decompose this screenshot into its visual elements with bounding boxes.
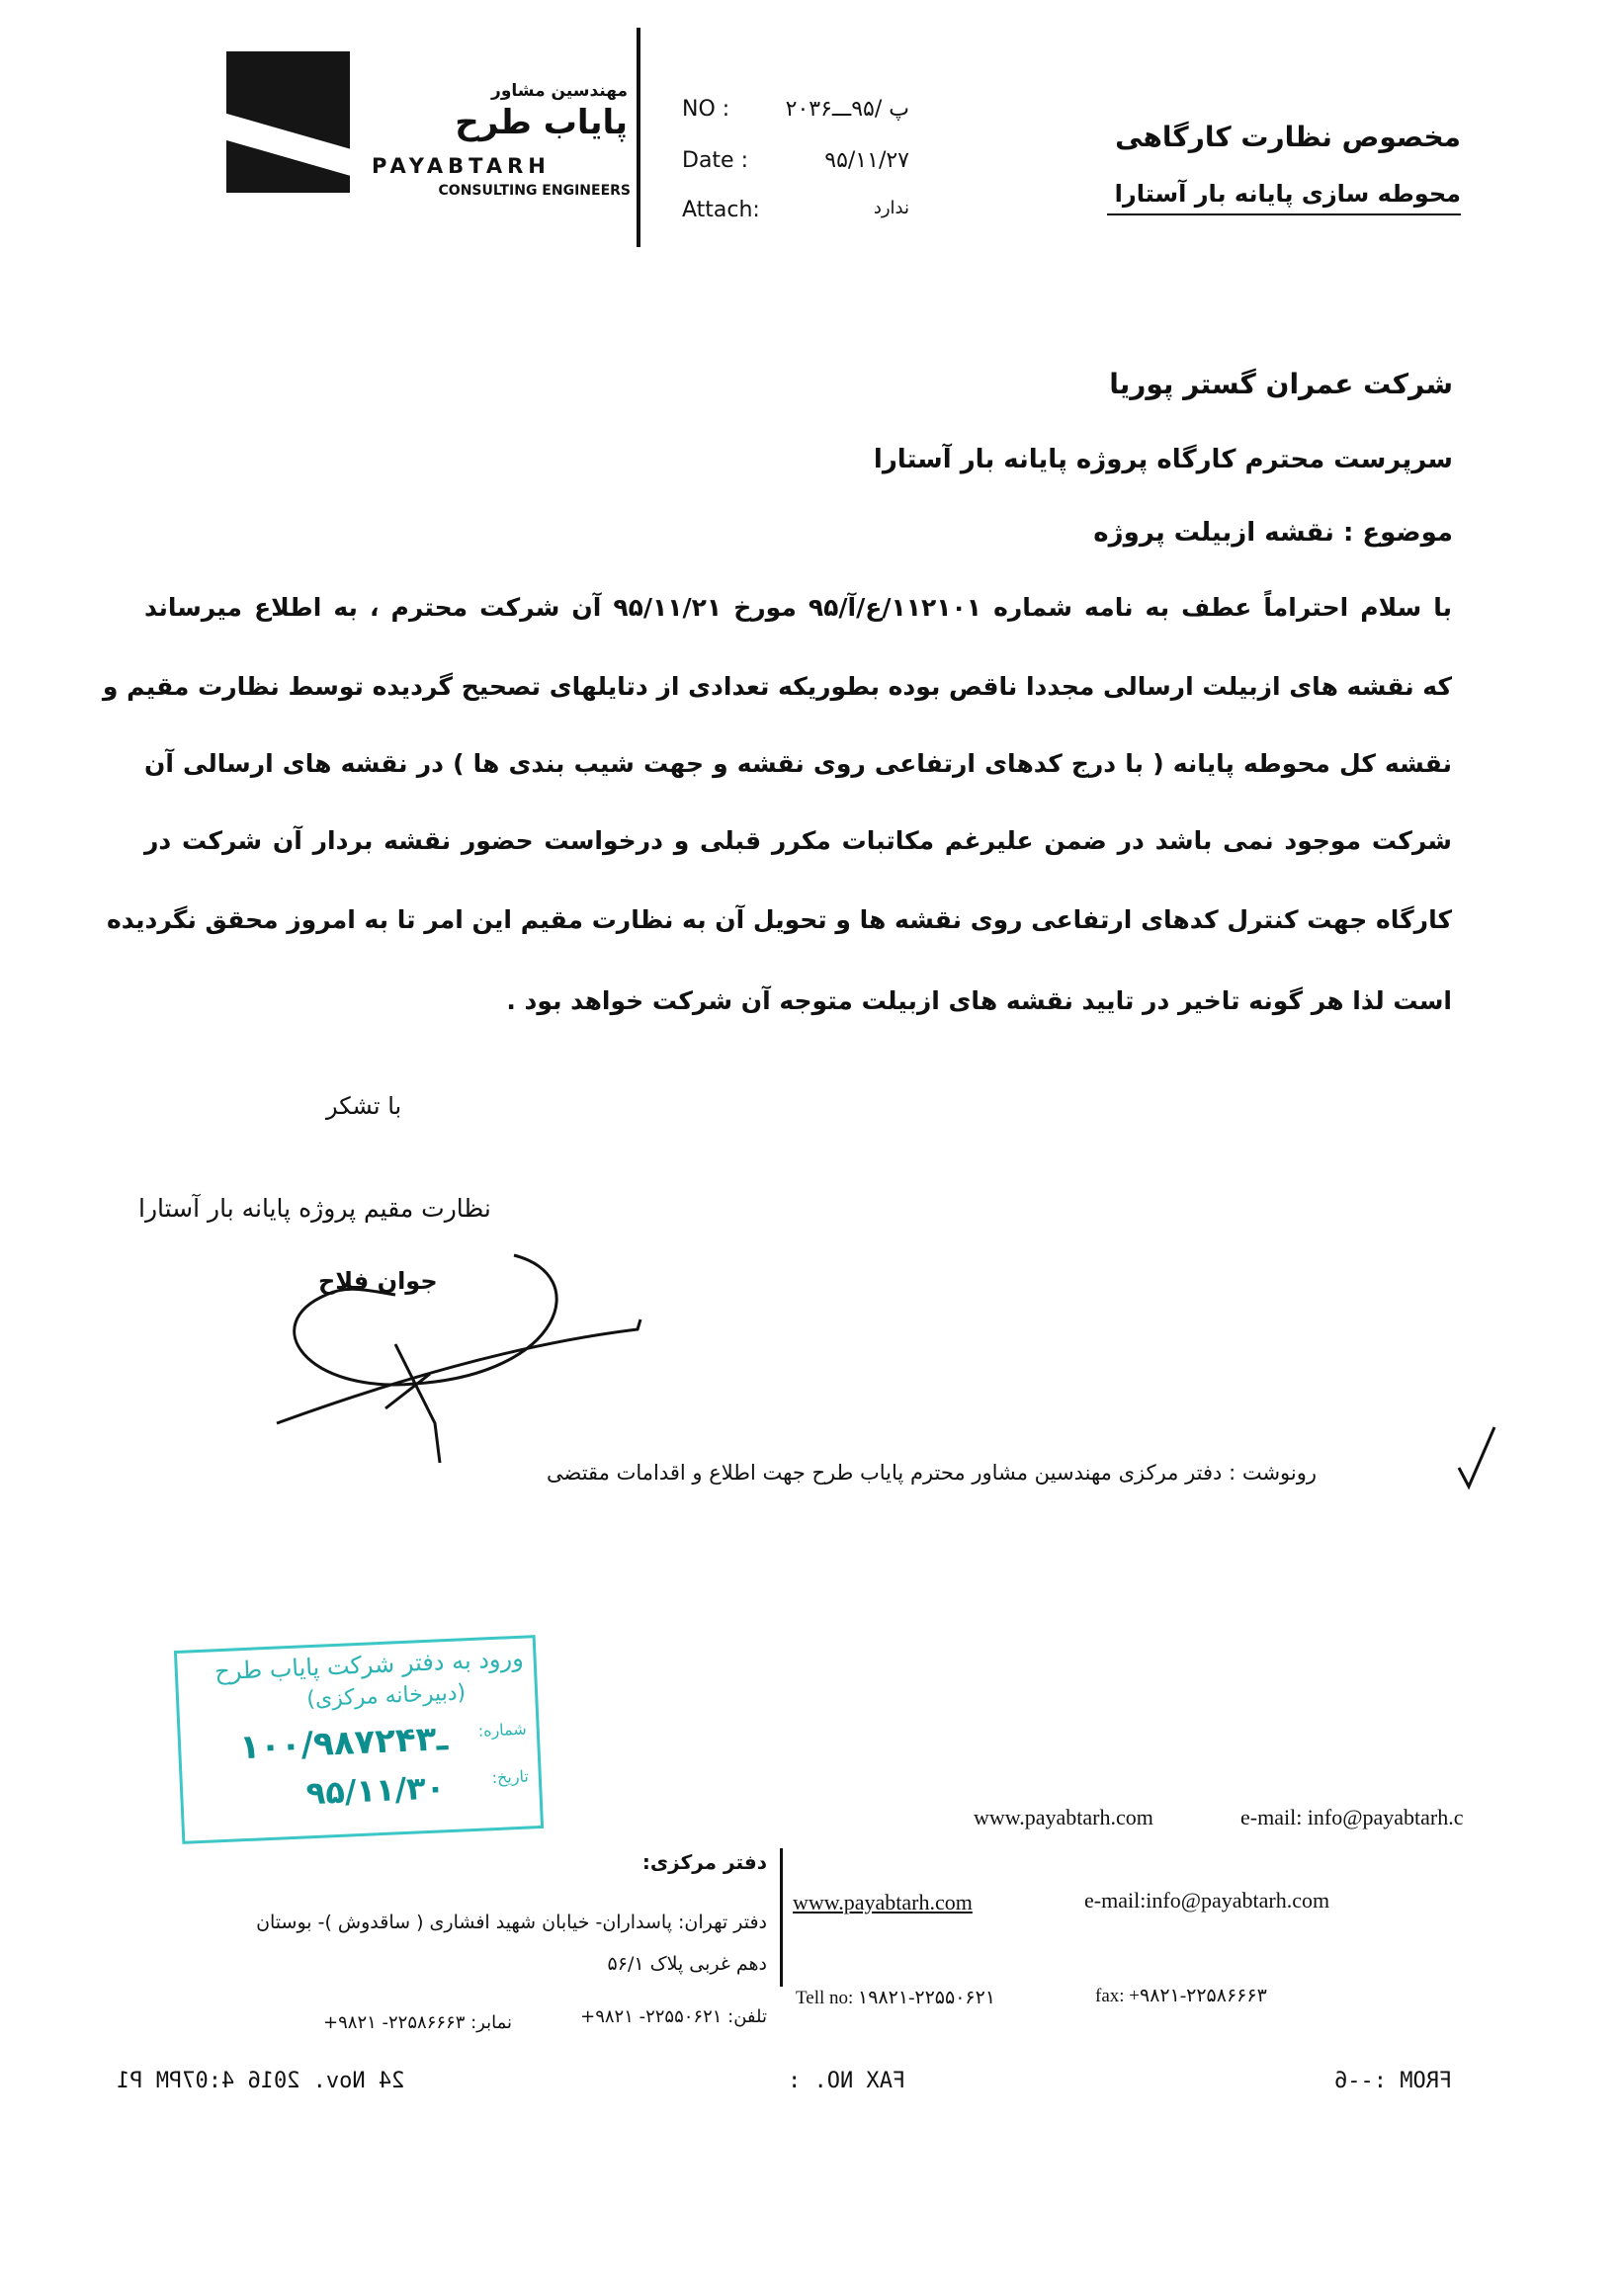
office-address-1: دفتر تهران: پاسداران- خیابان شهید افشاری ( ساقدوش )- بوستان	[256, 1912, 767, 1933]
office-phone: تلفن: ۲۲۵۵۰۶۲۱- ۹۸۲۱+	[580, 2006, 767, 2027]
signature	[267, 1235, 652, 1473]
header-title: مخصوص نظارت کارگاهی	[1115, 121, 1461, 153]
fax-en: fax: +۹۸۲۱-۲۲۵۸۶۶۶۳	[1095, 1986, 1267, 2006]
office-address-2: دهم غربی پلاک ۵۶/۱	[607, 1953, 767, 1975]
attach-label: Attach:	[682, 198, 760, 222]
office-divider	[780, 1848, 783, 1987]
date-label: Date :	[682, 148, 748, 173]
signer-title: نظارت مقیم پروژه پایانه بار آستارا	[138, 1194, 491, 1223]
subject: موضوع : نقشه ازبیلت پروژه	[1093, 518, 1453, 548]
check-mark-icon	[1455, 1423, 1498, 1492]
stamp-date-label: تاریخ:	[491, 1766, 530, 1788]
stamp-subtitle: (دبیرخانه مرکزی)	[305, 1680, 467, 1713]
stamp-number-label: شماره:	[477, 1719, 528, 1741]
company-logo-mark	[226, 51, 350, 193]
fax-from: FROM :--6	[1334, 2069, 1453, 2093]
email-top: e-mail: info@payabtarh.c	[1240, 1805, 1464, 1829]
fax-number: FAX NO. :	[788, 2069, 906, 2093]
cc-line: رونوشت : دفتر مرکزی مهندسین مشاور محترم پایاب طرح جهت اطلاع و اقدامات مقتضی	[547, 1461, 1318, 1485]
stamp-title: ورود به دفتر شرکت پایاب طرح	[213, 1644, 525, 1686]
number-label: NO :	[682, 97, 730, 122]
recipient-person: سرپرست محترم کارگاه پروژه پایانه بار آستارا	[873, 445, 1453, 474]
office-title: دفتر مرکزی:	[641, 1850, 767, 1874]
date-value: ۹۵/۱۱/۲۷	[824, 148, 909, 173]
logo-en-subtitle: CONSULTING ENGINEERS	[438, 183, 631, 199]
letter-number	[682, 97, 909, 122]
closing-thanks: با تشکر	[326, 1092, 402, 1120]
letter-attachment	[682, 198, 909, 222]
body-line: است لذا هر گونه تاخیر در تایید نقشه های ازبیلت متوجه آن شرکت خواهد بود .	[506, 986, 1452, 1015]
attach-value: ندارد	[873, 198, 909, 218]
body-line: کارگاه جهت کنترل کدهای ارتفاعی روی نقشه ها و تحویل آن به نظارت مقیم این امر تا به امروز محقق نگردیده	[106, 905, 1452, 934]
stamp-date: ۹۵/۱۱/۳۰	[304, 1768, 447, 1813]
body-line: که نقشه های ازبیلت ارسالی مجددا ناقص بوده بطوریکه تعدادی از دتایلهای تصحیح گردیده توسط نظارت مقیم و	[102, 672, 1452, 701]
recipient-company: شرکت عمران گستر پوریا	[1109, 368, 1453, 400]
logo-fa-name: پایاب طرح	[455, 103, 628, 142]
website-top: www.payabtarh.com	[974, 1805, 1153, 1829]
logo-fa-subtitle: مهندسین مشاور	[491, 81, 628, 101]
letter-date	[682, 148, 909, 173]
body-line: نقشه کل محوطه پایانه ( با درج کدهای ارتفاعی روی نقشه و جهت شیب بندی ها ) در نقشه های ارسالی آن	[144, 749, 1452, 778]
number-value: پ /۹۵ـــ۲۰۳۶	[785, 97, 909, 122]
logo-en-name: PAYABTARH	[372, 154, 551, 178]
website-link[interactable]: www.payabtarh.com	[793, 1890, 973, 1914]
stamp-number: ۱۰۰/۹۸ـ۷۲۴۳	[238, 1719, 449, 1768]
header-project: محوطه سازی پایانه بار آستارا	[1107, 180, 1461, 215]
body-line: با سلام احتراماً عطف به نامه شماره ۱۱۲۱۰۱/ع/آ/۹۵ مورخ ۹۵/۱۱/۲۱ آن شرکت محترم ، به اطلاع میرساند	[144, 593, 1452, 622]
office-fax: نمابر: ۲۲۵۸۶۶۶۳- ۹۸۲۱+	[323, 2012, 512, 2033]
received-stamp	[174, 1635, 544, 1844]
header-divider	[637, 28, 640, 247]
body-line: شرکت موجود نمی باشد در ضمن علیرغم مکاتبات مکرر قبلی و درخواست حضور نقشه بردار آن شرکت در	[144, 826, 1452, 855]
fax-datetime: 24 Nov. 2016 4:07PM P1	[117, 2069, 405, 2093]
email-link[interactable]: e-mail:info@payabtarh.com	[1084, 1888, 1330, 1913]
tel-en: Tell no: ۱۹۸۲۱-۲۲۵۵۰۶۲۱	[796, 1988, 996, 2008]
signer-name: جوان فلاح	[318, 1267, 438, 1295]
